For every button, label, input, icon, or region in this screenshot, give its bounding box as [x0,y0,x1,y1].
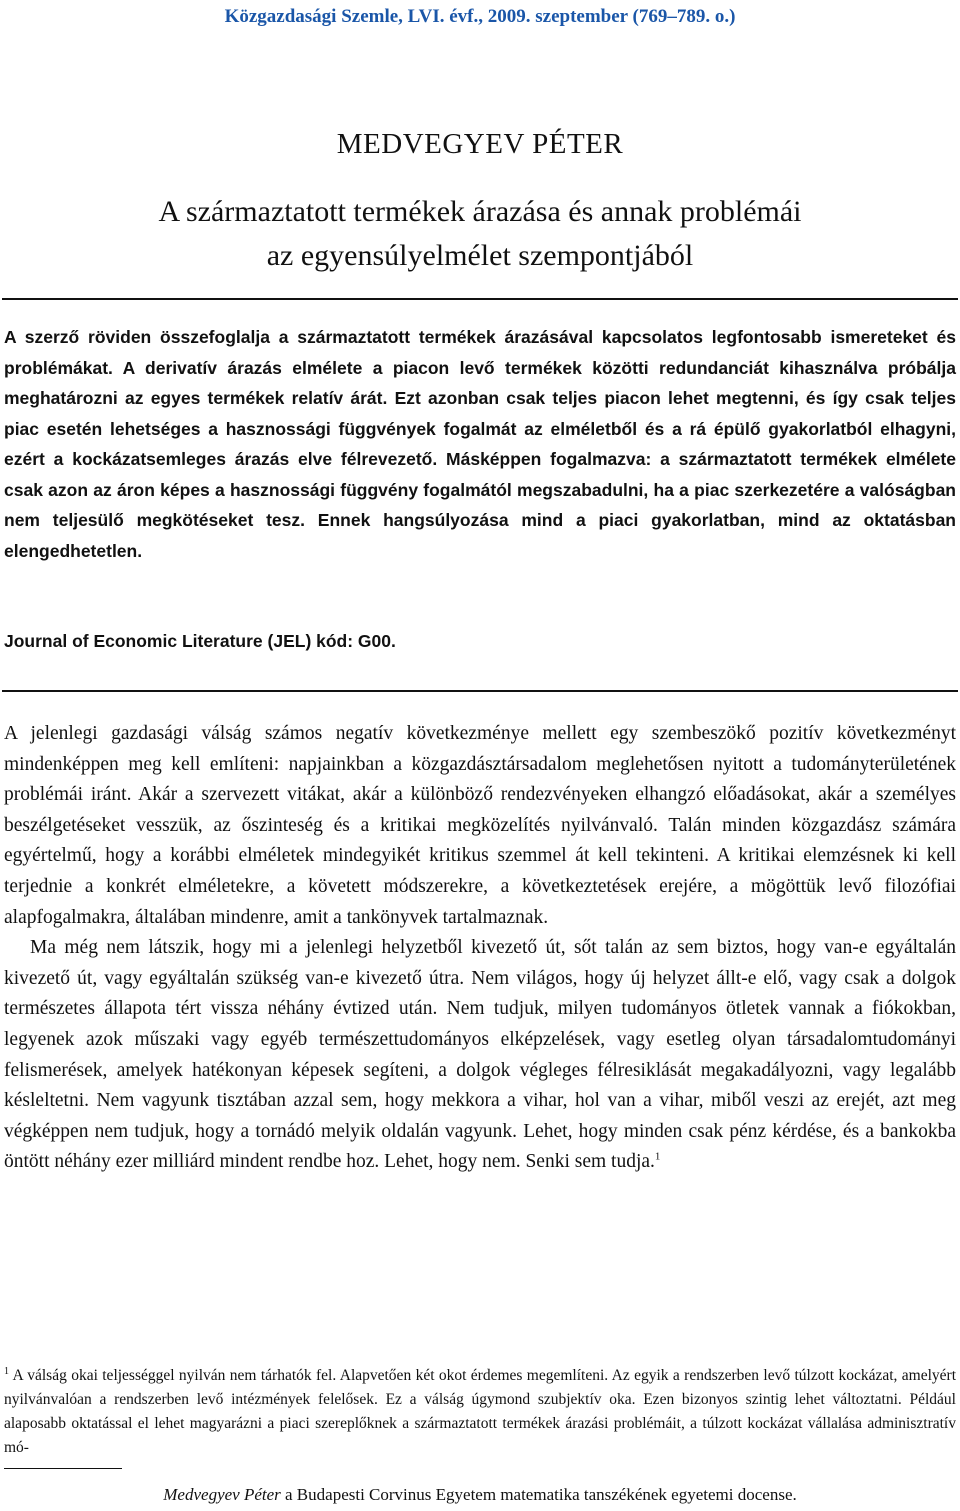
footnote-marker: 1 [4,1365,9,1377]
title-line-2: az egyensúlyelmélet szempontjából [266,239,694,272]
abstract-bottom-rule [2,690,958,692]
affiliation-text: a Budapesti Corvinus Egyetem matematika tanszékének egyetemi docense. [280,1485,797,1504]
jel-code: Journal of Economic Literature (JEL) kód: G00. [4,631,396,651]
author-affiliation [0,1485,960,1509]
footnote-1 [4,1364,956,1460]
author-name: MEDVEGYEV PÉTER [336,128,624,160]
body-paragraph-2 [4,933,956,1178]
abstract-top-rule [2,298,958,300]
title-line-1: A származtatott termékek árazása és annak problémái [158,195,802,228]
footnote-ref-1[interactable]: 1 [654,1150,661,1163]
article-body [4,719,956,1178]
body-paragraph-2-text: Ma még nem látszik, hogy mi a jelenlegi helyzetből kivezető út, sőt talán az sem biztos, hogy van-e egyáltalán kivezető út, vagy egyáltalán szükség van-e kivezető útra. Nem világos, hogy új helyzet állt-e elő, vagy csak a dolgok természetes állapota tért vissza néhány évtized után. Nem tudjuk, milyen tudományos ötletek vannak a fiókokban, legyenek azok műszaki vagy egyéb természettudományos elképzelések, vagy esetleg olyan társadalomtudományi felismerések, amelyek hatékonyan képesek segíteni, a dolgok végleges félresiklását megakadályozni, vagy legalább késleltetni. Nem vagyunk tisztában azzal sem, hogy mekkora a vihar, hol van a vihar, miből veszi az erejét, azt meg végképpen nem tudjuk, hogy a tornádó melyik oldalán vagyunk. Lehet, hogy minden csak pénz kérdése, és a bankokba öntött néhány ezer milliárd mindent rendbe hoz. Lehet, hogy nem. Senki sem tudja. [4,937,956,1173]
footnote-separator [4,1468,122,1469]
journal-running-head: Közgazdasági Szemle, LVI. évf., 2009. szeptember (769–789. o.) [224,6,736,27]
article-title [0,190,960,278]
body-paragraph-1: A jelenlegi gazdasági válság számos negatív következménye mellett egy szembeszökő pozitív következményt mindenképpen meg kell említeni: napjainkban a közgazdásztársadalom meglehetősen nyitott a tudományterületének problémái iránt. Akár a szervezett vitákat, akár a különböző rendezvényeken elhangzó előadásokat, akár a személyes beszélgetéseket vesszük, az őszinteség és a kritikai megközelítés nyilvánvaló. Talán minden közgazdász számára egyértelmű, hogy a korábbi elméletek mindegyikét kritikus szemmel át kell tekinteni. A kritikai elemzésnek ki kell terjednie a konkrét elméletekre, a követett módszerekre, a következtetések erejére, a mögöttük levő filozófiai alapfogalmakra, általában mindenre, amit a tankönyvek tartalmaznak. [4,723,956,928]
affiliation-name: Medvegyev Péter [163,1485,281,1504]
abstract-text: A szerző röviden összefoglalja a származtatott termékek árazásával kapcsolatos legfontosabb ismereteket és problémákat. A derivatív árazás elmélete a piacon levő termékek közötti redundanciát kihasználva próbálja meghatározni az egyes termékek relatív árát. Ezt azonban csak teljes piacon lehet megtenni, és így csak teljes piac esetén lehetséges a hasznossági függvények fogalmát az elméletből és a rá épülő gyakorlatból elhagyni, ezért a kockázatsemleges árazás elve félrevezető. Másképpen fogalmazva: a származtatott termékek elmélete csak azon az áron képes a hasznossági függvény fogalmától megszabadulni, ha a piac szerkezetére a valóságban nem teljesülő megkötéseket tesz. Ennek hangsúlyozása mind a piaci gyakorlatban, mind az oktatásban elengedhetetlen. [4,327,956,561]
footnote-text: A válság okai teljességgel nyilván nem tárhatók fel. Alapvetően két okot érdemes megemlíteni. Az egyik a rendszerben levő túlzott kockázat, amelyért nyilvánvalóan a rendszerben levő intézmények felelősek. Ez a válság úgymond szubjektív oka. Ezen bizonyos szintig lehet változtatni. Például alaposabb oktatással el lehet magyarázni a piaci szereplőknek a származtatott termékek árazási problémáit, a túlzott kockázat vállalása adminisztratív mó- [4,1367,956,1456]
